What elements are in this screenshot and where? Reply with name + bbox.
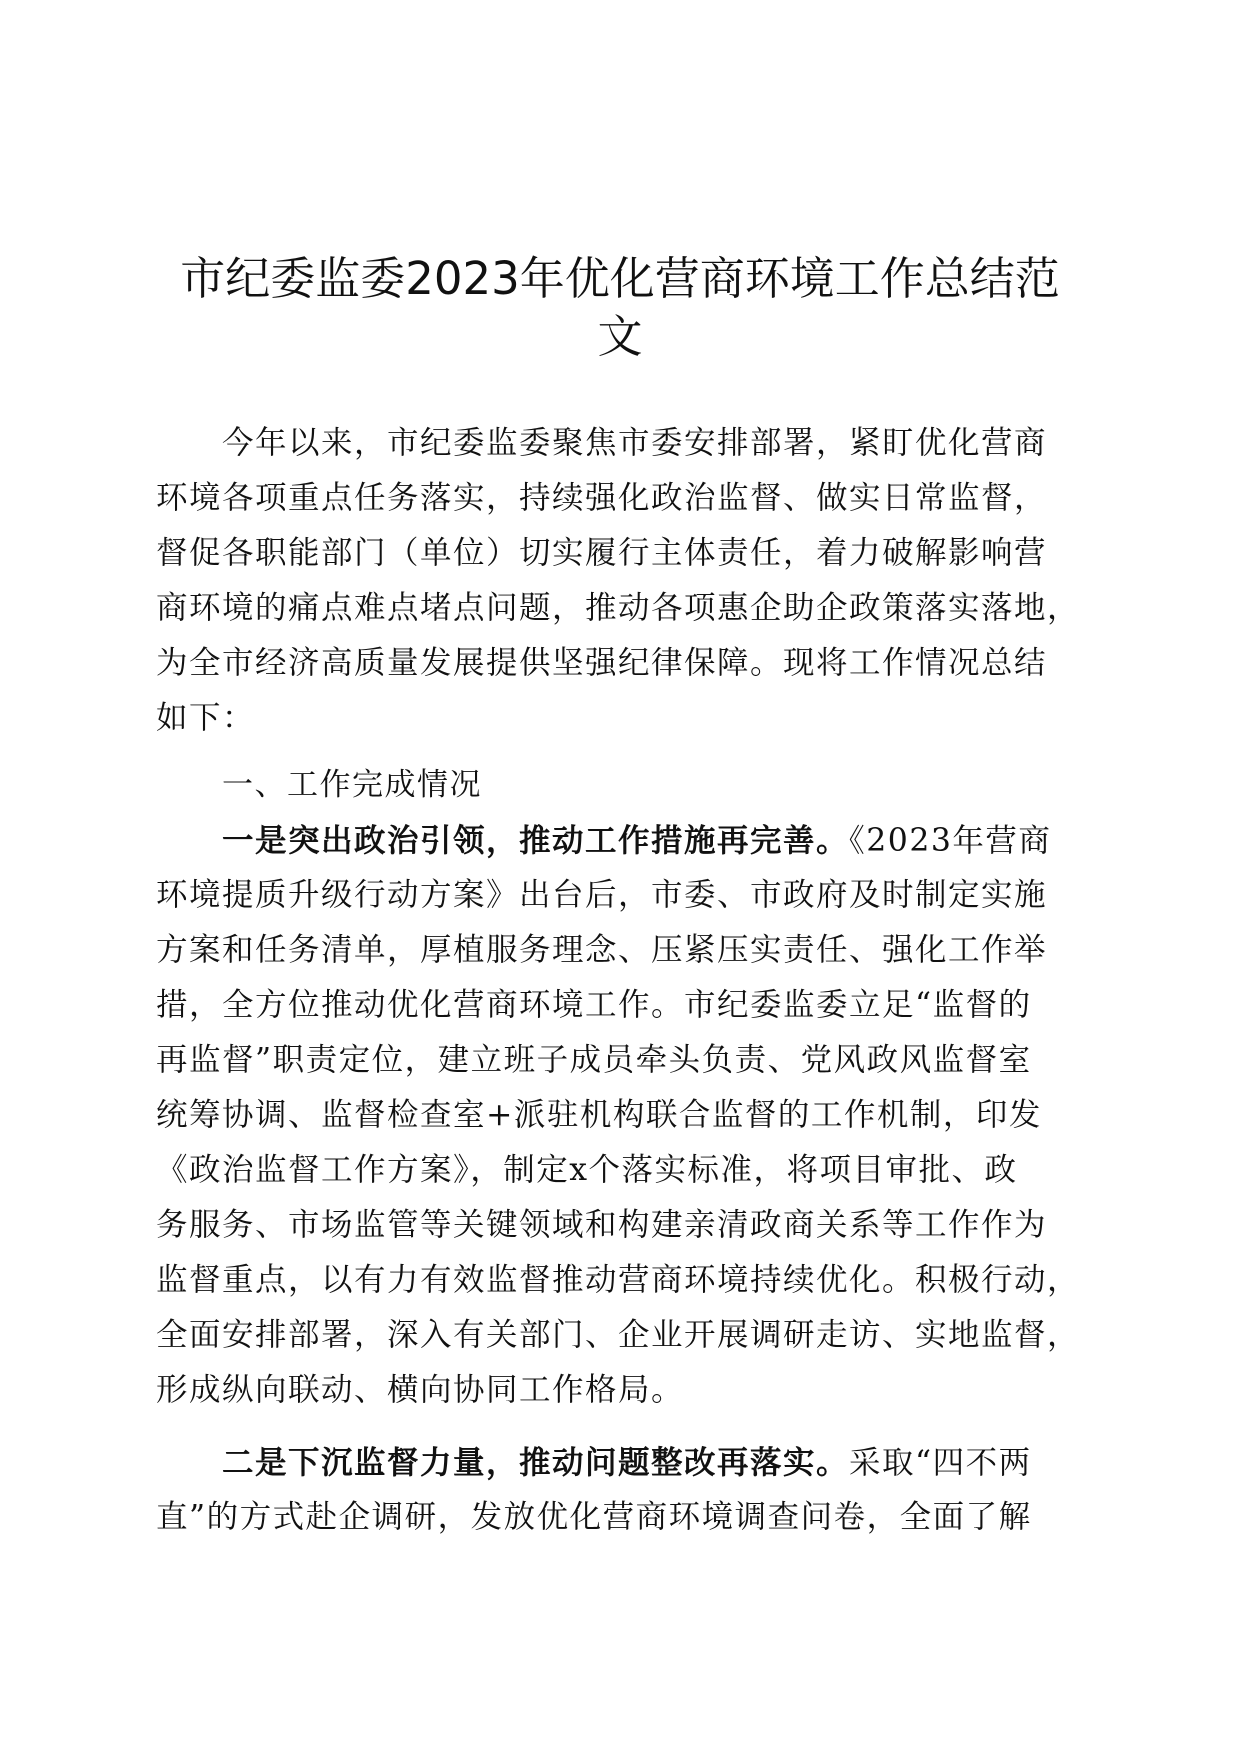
paragraph-line <box>156 813 1086 868</box>
paragraph-line: 措，全方位推动优化营商环境工作。市纪委监委立足“监督的 <box>156 987 1032 1023</box>
intro-paragraph <box>156 416 1086 746</box>
point-2-first-line-rest: 采取“四不两 <box>849 1445 1032 1481</box>
paragraph-line: 环境各项重点任务落实，持续强化政治监督、做实日常监督， <box>156 480 1048 516</box>
point-1-paragraph <box>156 813 1086 1418</box>
point-1-lead: 一是突出政治引领，推动工作措施再完善。 <box>222 822 850 859</box>
paragraph-line: 直”的方式赴企调研，发放优化营商环境调查问卷，全面了解 <box>156 1499 1032 1535</box>
paragraph-line: 《政治监督工作方案》，制定x个落实标准，将项目审批、政 <box>156 1152 1018 1188</box>
point-2-lead: 二是下沉监督力量，推动问题整改再落实。 <box>222 1444 850 1481</box>
paragraph-line: 再监督”职责定位，建立班子成员牵头负责、党风政风监督室 <box>156 1042 1032 1078</box>
paragraph-line: 商环境的痛点难点堵点问题，推动各项惠企助企政策落实落地， <box>156 590 1081 626</box>
point-1-first-line-rest: 《2023年营商 <box>849 823 1052 859</box>
paragraph-line <box>156 1435 1086 1490</box>
paragraph-line: 如下： <box>156 700 256 736</box>
paragraph-line: 监督重点，以有力有效监督推动营商环境持续优化。积极行动， <box>156 1262 1081 1298</box>
document-title <box>150 250 1090 366</box>
point-2-paragraph <box>156 1435 1086 1545</box>
paragraph-line: 方案和任务清单，厚植服务理念、压紧压实责任、强化工作举 <box>156 932 1048 968</box>
title-line-2: 文 <box>597 310 643 363</box>
title-line-1: 市纪委监委2023年优化营商环境工作总结范 <box>180 252 1060 305</box>
paragraph-line: 今年以来，市纪委监委聚焦市委安排部署，紧盯优化营商 <box>222 425 1048 461</box>
document-body <box>156 416 1086 1545</box>
section-heading: 一、工作完成情况 <box>222 767 482 803</box>
paragraph-line: 全面安排部署，深入有关部门、企业开展调研走访、实地监督， <box>156 1317 1081 1353</box>
paragraph-line: 统筹协调、监督检查室+派驻机构联合监督的工作机制，印发 <box>156 1097 1042 1133</box>
paragraph-line: 督促各职能部门（单位）切实履行主体责任，着力破解影响营 <box>156 535 1048 571</box>
paragraph-line: 务服务、市场监管等关键领域和构建亲清政商关系等工作作为 <box>156 1207 1048 1243</box>
paragraph-line: 形成纵向联动、横向协同工作格局。 <box>156 1372 685 1408</box>
paragraph-line: 为全市经济高质量发展提供坚强纪律保障。现将工作情况总结 <box>156 645 1048 681</box>
paragraph-line: 环境提质升级行动方案》出台后，市委、市政府及时制定实施 <box>156 877 1048 913</box>
